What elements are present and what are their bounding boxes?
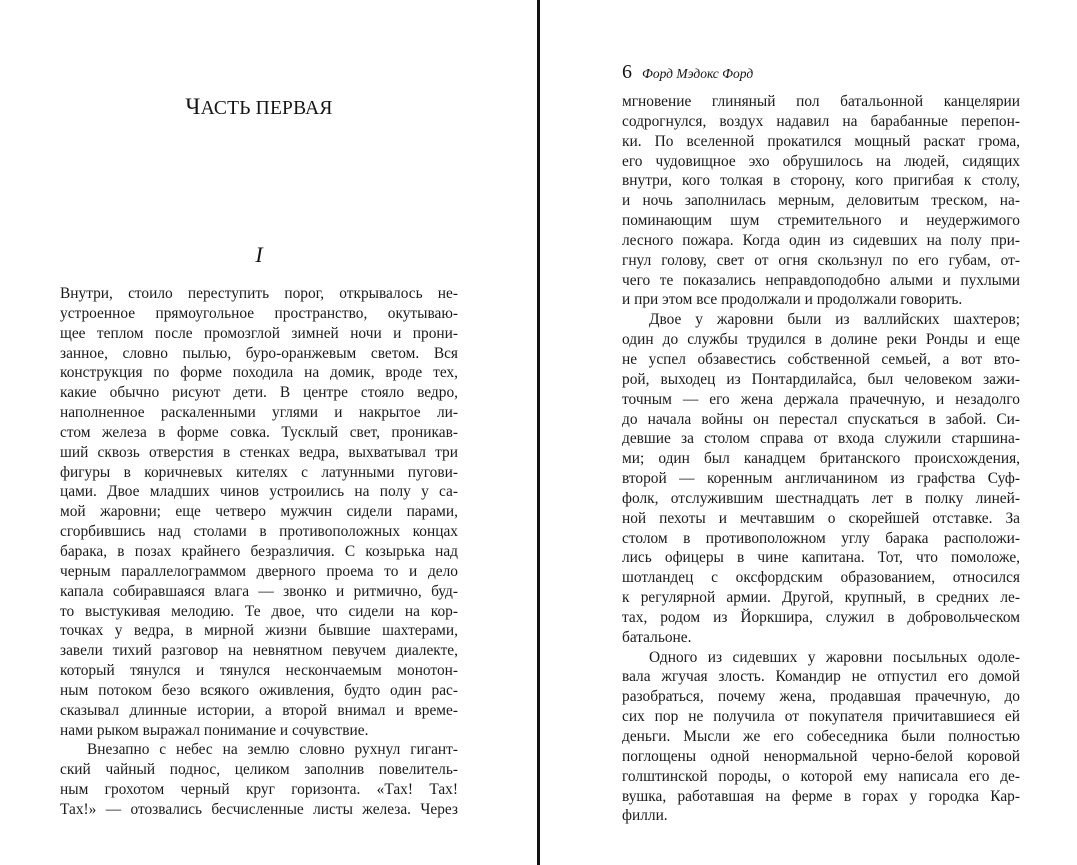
text-line: щее теплом после промозглой зимней ночи и прони- xyxy=(60,324,458,342)
text-line: цами. Двое младших чинов устроились на полу у са- xyxy=(60,483,458,501)
part-title-initial: Ч xyxy=(185,94,201,119)
text-line: Одного из сидевших у жаровни посыльных одоле- xyxy=(649,648,1020,666)
text-line: ным грохотом черный круг горизонта. «Тах! Тах! xyxy=(60,781,458,799)
text-line: занное, словно пылью, буро-оранжевым светом. Вся xyxy=(60,344,458,362)
text-line: к регулярной армии. Другой, крупный, в средних ле- xyxy=(622,589,1020,607)
text-line: стом железа в форме совка. Тусклый свет, проникав- xyxy=(60,423,458,441)
text-line: вушка, работавшая на ферме в горах у городка Кар- xyxy=(622,787,1020,805)
text-line: разобраться, почему жена, продавшая прачечную, до xyxy=(622,688,1020,706)
text-line: барака, в позах крайнего безразличия. С козырька над xyxy=(60,542,458,560)
text-line: Тах!» — отозвались бесчисленные листы железа. Через xyxy=(60,800,458,818)
running-head xyxy=(622,61,753,84)
text-line: ший сквозь отверстия в стенках ведра, выхватывал три xyxy=(60,443,458,461)
text-line: капала собиравшаяся влага — звонко и ритмично, буд- xyxy=(60,582,458,600)
text-line: столом в противоположном углу барака расположи- xyxy=(622,529,1020,547)
text-line: Двое у жаровни были из валлийских шахтеров; xyxy=(649,311,1020,329)
text-line: поминающим шум стремительного и неудержимого xyxy=(622,212,1020,230)
text-line: фолк, отслужившим шестнадцать лет в полку линей- xyxy=(622,489,1020,507)
text-line: рой, выходец из Понтардилайса, был человеком зажи- xyxy=(622,370,1020,388)
text-line: устроенное прямоугольное пространство, окутываю- xyxy=(60,304,458,322)
text-line: точках у ведра, в мирной жизни бывшие шахтерами, xyxy=(60,622,458,640)
text-line: голштинской породы, о которой ему написала его де- xyxy=(622,767,1020,785)
text-line: второй — коренным англичанином из графства Суф- xyxy=(622,470,1020,488)
text-line: то выстукивая мелодию. Те двое, что сидели на кор- xyxy=(60,602,458,620)
text-line: чего те показались неправдоподобно алыми и пухлыми xyxy=(622,271,1020,289)
page-divider xyxy=(537,0,540,865)
text-line: точным — его жена держала прачечную, и незадолго xyxy=(622,390,1020,408)
text-line: завели тихий разговор на невнятном певучем диалекте, xyxy=(60,642,458,660)
text-line: деньги. Мысли же его собеседника были полностью xyxy=(622,728,1020,745)
text-line: один до службы трудился в долине реки Ронды и еще xyxy=(622,331,1020,349)
running-head-title: Форд Мэдокс Форд xyxy=(642,66,754,81)
text-line: лесного пожара. Когда один из сидевших на полу при- xyxy=(622,231,1020,249)
text-line: гнул голову, свет от огня скользнул по его губам, от- xyxy=(622,251,1020,269)
text-line: шотландец с оксфордским образованием, относился xyxy=(622,569,1020,587)
text-line: какие обычно рисуют дети. В центре стояло ведро, xyxy=(60,384,458,402)
text-line: нами рыком выражал понимание и сочувствие. xyxy=(60,721,369,739)
text-line: и ночь заполнилась мерным, деловитым треском, на- xyxy=(622,192,1020,210)
text-line: черным параллелограммом дверного проема то и дело xyxy=(60,562,458,580)
left-body-text xyxy=(60,284,458,820)
text-line: сих пор не получила от покупателя причитавшиеся ей xyxy=(622,708,1020,726)
text-line: тах, родом из Йоркшира, служил в добровольческом xyxy=(622,608,1020,626)
text-line: поглощены одной ненормальной черно-белой коровой xyxy=(622,747,1020,765)
text-line: конструкция по форме походила на домик, вроде тех, xyxy=(60,364,458,382)
text-line: наполненное раскаленными углями и накрытое ли- xyxy=(60,404,458,422)
text-line: батальоне. xyxy=(622,628,692,646)
text-line: мой жаровни; еще четверо мужчин сидели парами, xyxy=(60,503,458,521)
text-line: до начала войны он перестал спускаться в забой. Си- xyxy=(622,410,1020,428)
text-line: Внезапно с небес на землю словно рухнул гигант- xyxy=(87,741,458,759)
text-line: его чудовищное эхо обрушилось на людей, сидящих xyxy=(622,152,1020,170)
left-page xyxy=(60,0,458,865)
text-line: который тянулся и тянулся нескончаемым монотон- xyxy=(60,662,458,680)
part-title-rest: АСТЬ ПЕРВАЯ xyxy=(200,98,333,119)
text-line: ки. По вселенной прокатился мощный раскат грома, xyxy=(622,132,1020,150)
text-line: не успел обзавестись собственной семьей, а вот вто- xyxy=(622,350,1020,368)
text-line: филли. xyxy=(622,807,668,825)
text-line: ми; один был канадцем британского происхождения, xyxy=(622,450,1020,468)
text-line: фигуры в коричневых кителях с латунными пугови- xyxy=(60,463,458,481)
text-line: и при этом все продолжали и продолжали говорить. xyxy=(622,291,963,309)
right-page xyxy=(622,0,1020,865)
text-line: ной пехоты и мечтавшим о скорейшей отставке. За xyxy=(622,509,1020,527)
text-line: сказывал длинные истории, а второй внимал и време- xyxy=(60,701,458,719)
text-line: Внутри, стоило переступить порог, открывалось не- xyxy=(60,285,458,302)
text-line: внутри, кого толкая в сторону, кого пригибая к столу, xyxy=(622,172,1020,190)
page-number: 6 xyxy=(622,61,632,83)
text-line: вала жгучая злость. Командир не отпустил его домой xyxy=(622,668,1020,686)
text-line: сгорбившись над столами в противоположных концах xyxy=(60,523,458,541)
part-title xyxy=(60,94,458,120)
text-line: ным потоком безо всякого оживления, будто один рас- xyxy=(60,681,458,699)
chapter-number: I xyxy=(255,242,263,267)
text-line: содрогнулся, воздух надавил на барабанные перепон- xyxy=(622,112,1020,130)
text-line: лись офицеры в чине капитана. Тот, что помоложе, xyxy=(622,549,1020,567)
text-line: мгновение глиняный пол батальонной канцелярии xyxy=(622,93,1020,110)
text-line: ский чайный поднос, целиком заполнив повелитель- xyxy=(60,761,458,779)
text-line: девшие за столом справа от входа служили старшина- xyxy=(622,430,1020,448)
right-body-text xyxy=(622,92,1020,826)
